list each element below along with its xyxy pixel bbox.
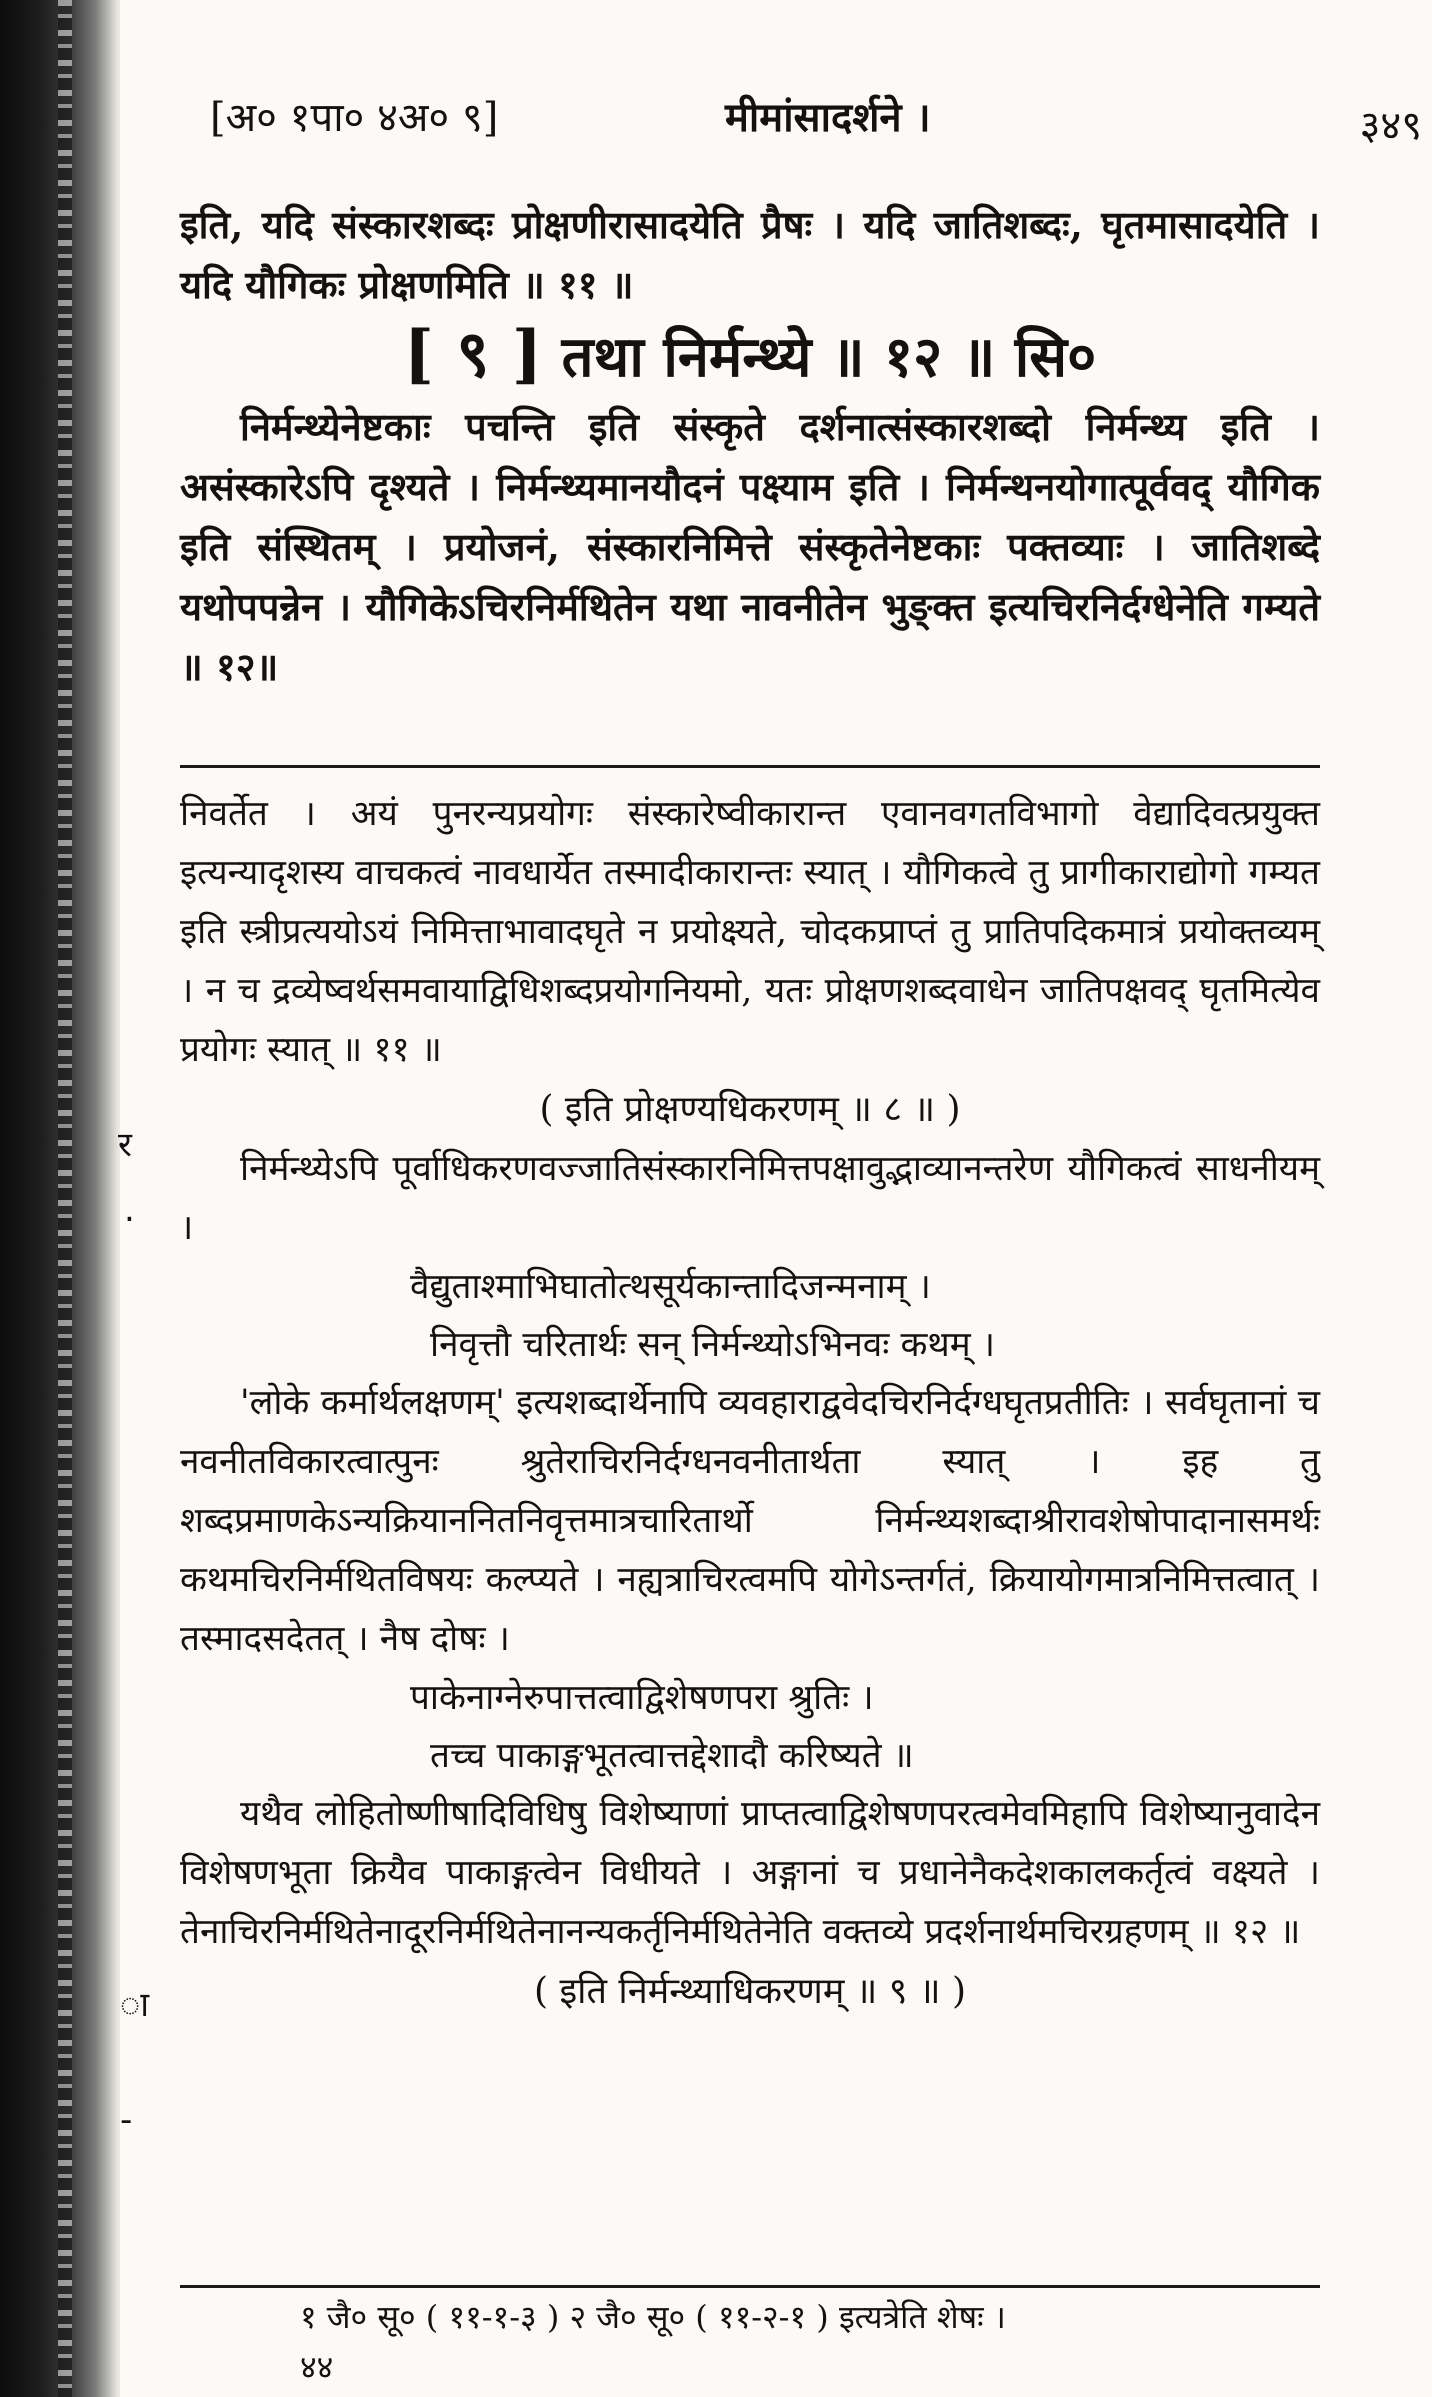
sutra-number: [ ९ ] — [403, 317, 543, 392]
page-number: ३४९ — [1359, 103, 1422, 149]
sutra-text: तथा निर्मन्थ्ये ॥ १२ ॥ सि० — [561, 324, 1097, 390]
commentary-para-3: 'लोके कर्मार्थलक्षणम्' इत्यशब्दार्थेनापि व्यवहाराद्ववेदचिरनिर्दग्धघृतप्रतीतिः । सर्वघृतानां च नवनीतविकारत्वात्पुनः श्रुतेराचिरनिर्दग्धनवनीतार्थता स्यात् । इह तु शब्दप्रमाणकेऽन्यक्रियाननितनिवृत्तमात्रचारितार्थो निर्मन्थ्यशब्दाश्रीरावशेषोपादानासमर्थः कथमचिरनिर्मथितविषयः कल्प्यते । नह्यत्राचिरत्वमपि योगेऽन्तर्गतं, क्रियायोगमात्रनिमित्तत्वात् । तस्मादसदेतत् । नैष दोषः । — [180, 1383, 1320, 1659]
adhikarana-end-8: ( इति प्रोक्षण्यधिकरणम् ॥ ८ ॥ ) — [539, 1089, 961, 1130]
footnote-line: १ जै० सू० ( ११-१-३ ) २ जै० सू० ( ११-२-१ ) इत्यत्रेति शेषः । — [300, 2298, 1006, 2336]
verse-2-line-1: पाकेनाग्नेरुपात्तत्वाद्विशेषणपरा श्रुतिः । — [410, 1678, 874, 1718]
commentary-para-4: यथैव लोहितोष्णीषादिविधिषु विशेष्याणां प्राप्तत्वाद्विशेषणपरत्वमेवमिहापि विशेष्यानुवादेन विशेषणभूता क्रियैव पाकाङ्गत्वेन विधीयते । अङ्गानां च प्रधानेनैकदेशकालकर्तृत्वं वक्ष्यते । तेनाचिरनिर्मथितेनादूरनिर्मथितेनानन्यकर्तृनिर्मथितेनेति वक्तव्ये प्रदर्शनार्थमचिरग्रहणम् ॥ १२ ॥ — [180, 1794, 1320, 1952]
sutra-explanation: निर्मन्थ्येनेष्टकाः पचन्ति इति संस्कृते दर्शनात्संस्कारशब्दो निर्मन्थ्य इति । असंस्कारेऽपि दृश्यते । निर्मन्थ्यमानयौदनं पक्ष्याम इति । निर्मन्थनयोगात्पूर्ववद् यौगिक इति संस्थितम् । प्रयोजनं, संस्कारनिमित्ते संस्कृतेनेष्टकाः पक्तव्याः । जातिशब्दे यथोपपन्नेन । यौगिकेऽचिरनिर्मथितेन यथा नावनीतेन भुङ्क्त इत्यचिरनिर्दग्धेनेति गम्यते ॥ १२॥ — [180, 404, 1320, 689]
page — [150, 0, 1432, 2397]
commentary-para-2: निर्मन्थ्येऽपि पूर्वाधिकरणवज्जातिसंस्कारनिमित्तपक्षावुद्भाव्यानन्तरेण यौगिकत्वं साधनीयम् । — [180, 1149, 1320, 1248]
sutra-prev-ending: इति, यदि संस्कारशब्दः प्रोक्षणीरासादयेति प्रैषः । यदि जातिशब्दः, घृतमासादयेति । यदि यौगिकः प्रोक्षणमिति ॥ ११ ॥ — [180, 202, 1320, 307]
page-header — [180, 88, 1432, 148]
adhikarana-end-9: ( इति निर्मन्थ्याधिकरणम् ॥ ९ ॥ ) — [533, 1971, 967, 2012]
sutra-heading — [180, 315, 1320, 397]
sutra-section — [180, 195, 1320, 697]
chapter-reference: [अ० १पा० ४अ० ९] — [210, 95, 499, 141]
section-divider — [180, 765, 1320, 768]
margin-marks: र . ा - — [118, 1125, 150, 2140]
footnote-section — [180, 2292, 1320, 2392]
verse-1-line-1: वैद्युताश्माभिघातोत्थसूर्यकान्तादिजन्मनाम् । — [410, 1267, 931, 1307]
commentary-section — [180, 785, 1320, 2022]
running-title: मीमांसादर्शने । — [725, 94, 931, 141]
verse-2-line-2: तच्च पाकाङ्गभूतत्वात्तद्देशादौ करिष्यते ॥ — [430, 1736, 914, 1776]
commentary-para-1: निवर्तेत । अयं पुनरन्यप्रयोगः संस्कारेष्वीकारान्त एवानवगतविभागो वेद्यादिवत्प्रयुक्त इत्यन्यादृशस्य वाचकत्वं नावधार्येत तस्मादीकारान्तः स्यात् । यौगिकत्वे तु प्रागीकाराद्योगो गम्यत इति स्त्रीप्रत्ययोऽयं निमित्ताभावादघृते न प्रयोक्ष्यते, चोदकप्राप्तं तु प्रातिपदिकमात्रं प्रयोक्तव्यम् । न च द्रव्येष्वर्थसमवायाद्विधिशब्दप्रयोगनियमो, यतः प्रोक्षणशब्दवाधेन जातिपक्षवद् घृतमित्येव प्रयोगः स्यात् ॥ ११ ॥ — [180, 794, 1320, 1070]
verse-1-line-2: निवृत्तौ चरितार्थः सन् निर्मन्थ्योऽभिनवः कथम् । — [430, 1325, 996, 1365]
footnote-divider — [180, 2285, 1320, 2288]
signature-mark: ४४ — [300, 2348, 334, 2386]
